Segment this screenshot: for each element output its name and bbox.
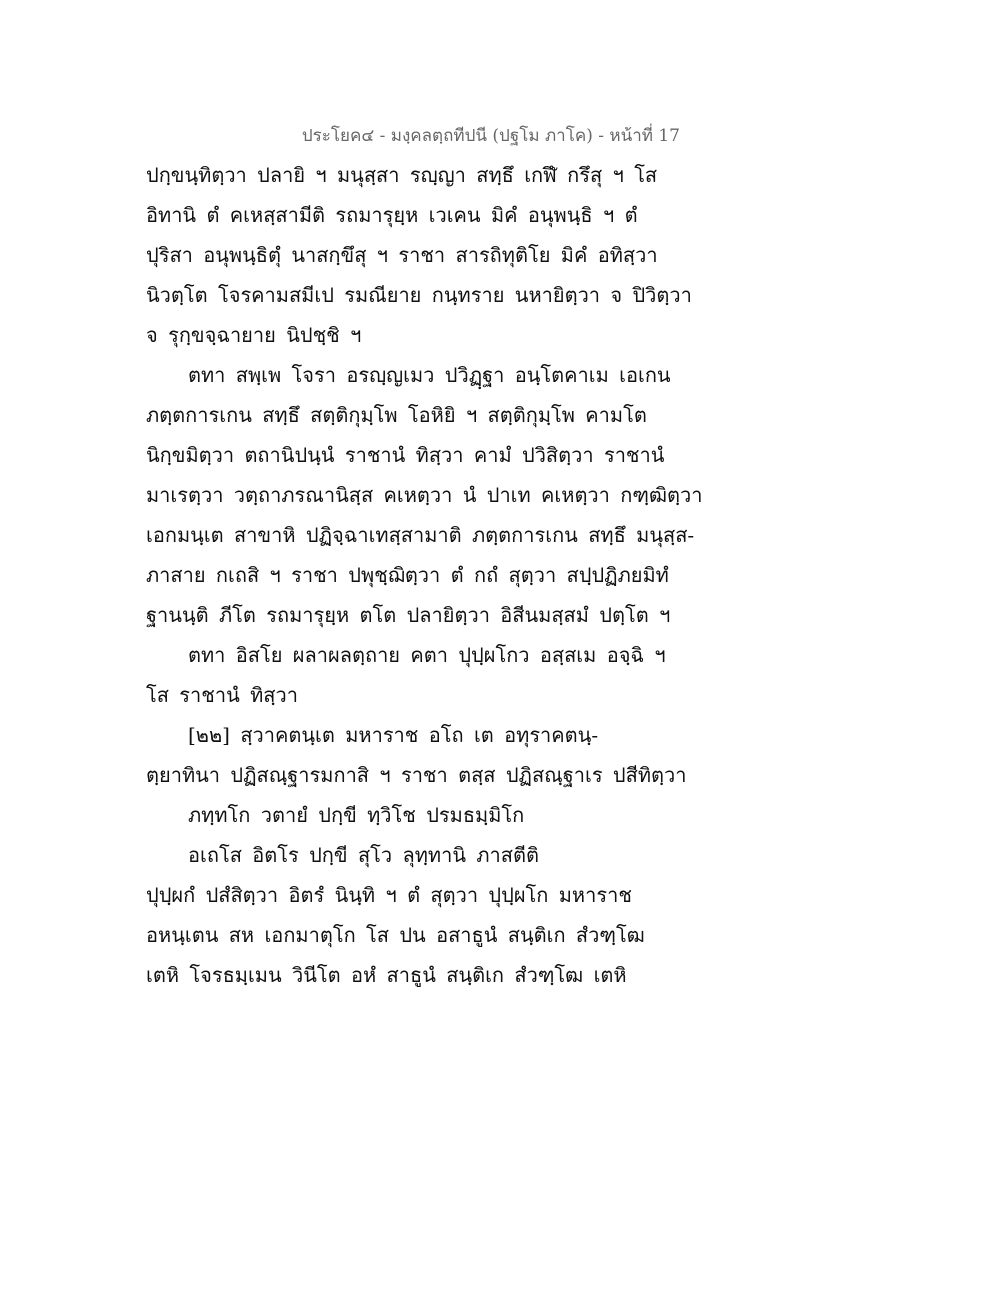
text-line: โส ราชานํ ทิสฺวา xyxy=(146,683,298,707)
page-header: ประโยค๔ - มงฺคลตฺถทีปนี (ปฐโม ภาโค) - หน้าที่ 17 xyxy=(301,126,680,146)
text-line: มาเรตฺวา วตฺถาภรณานิสฺส คเหตฺวา นํ ปาเท คเหตฺวา กฑฺฒิตฺวา xyxy=(146,483,703,507)
text-line: ภาสาย กเถสิ ฯ ราชา ปพุชฺฌิตฺวา ตํ กถํ สุตฺวา สปฺปฏิภยมิทํ xyxy=(146,563,669,587)
text-line: อิทานิ ตํ คเหสฺสามีติ รถมารุยฺห เวเคน มิคํ อนุพนฺธิ ฯ ตํ xyxy=(146,203,638,227)
text-line: ปกฺขนฺทิตฺวา ปลายิ ฯ มนุสฺสา รญฺญา สทฺธึ เกฬึ กรึสุ ฯ โส xyxy=(146,163,658,187)
text-line: ตทา สพฺเพ โจรา อรญฺญเมว ปวิฏฺฐา อนฺโตคาเม เอเกน xyxy=(188,363,671,387)
text-line: ภตฺตการเกน สทฺธึ สตฺติกุมฺโพ โอหิยิ ฯ สตฺติกุมฺโพ คามโต xyxy=(146,403,647,427)
text-line: [๒๒] สฺวาคตนฺเต มหาราช อโถ เต อทุราคตนฺ- xyxy=(188,723,599,747)
body-text xyxy=(146,160,706,1000)
text-line: เอกมนฺเต สาขาหิ ปฏิจฺฉาเทสฺสามาติ ภตฺตการเกน สทฺธึ มนุสฺส- xyxy=(146,523,695,547)
text-line: ปุปฺผกํ ปสํสิตฺวา อิตรํ นินฺทิ ฯ ตํ สุตฺวา ปุปฺผโก มหาราช xyxy=(146,883,632,907)
text-line: จ รุกฺขจฺฉายาย นิปชฺชิ ฯ xyxy=(146,323,362,347)
text-line: ฐานนฺติ ภีโต รถมารุยฺห ตโต ปลายิตฺวา อิสีนมสฺสมํ ปตฺโต ฯ xyxy=(146,603,671,627)
text-line: อเถโส อิตโร ปกฺขี สุโว ลุทฺทานิ ภาสตีติ xyxy=(188,843,539,867)
text-line: ตฺยาทินา ปฏิสณฺฐารมกาสิ ฯ ราชา ตสฺส ปฏิสณฺฐาเร ปสีทิตฺวา xyxy=(146,763,687,787)
text-line: ภทฺทโก วตายํ ปกฺขี ทฺวิโช ปรมธมฺมิโก xyxy=(188,803,525,827)
text-line: ปุริสา อนุพนฺธิตุํ นาสกฺขึสุ ฯ ราชา สารถิทุติโย มิคํ อทิสฺวา xyxy=(146,243,658,267)
text-line: นิวตฺโต โจรคามสมีเป รมณียาย กนฺทราย นหายิตฺวา จ ปิวิตฺวา xyxy=(146,283,692,307)
text-line: ตทา อิสโย ผลาผลตฺถาย คตา ปุปฺผโกว อสฺสเม อจฺฉิ ฯ xyxy=(188,643,666,667)
text-line: นิกฺขมิตฺวา ตถานิปนฺนํ ราชานํ ทิสฺวา คามํ ปวิสิตฺวา ราชานํ xyxy=(146,443,665,467)
text-line: เตหิ โจรธมฺเมน วินีโต อหํ สาธูนํ สนฺติเก สํวฑฺโฒ เตหิ xyxy=(146,963,627,987)
text-line: อหนฺเตน สห เอกมาตุโก โส ปน อสาธูนํ สนฺติเก สํวฑฺโฒ xyxy=(146,923,645,947)
